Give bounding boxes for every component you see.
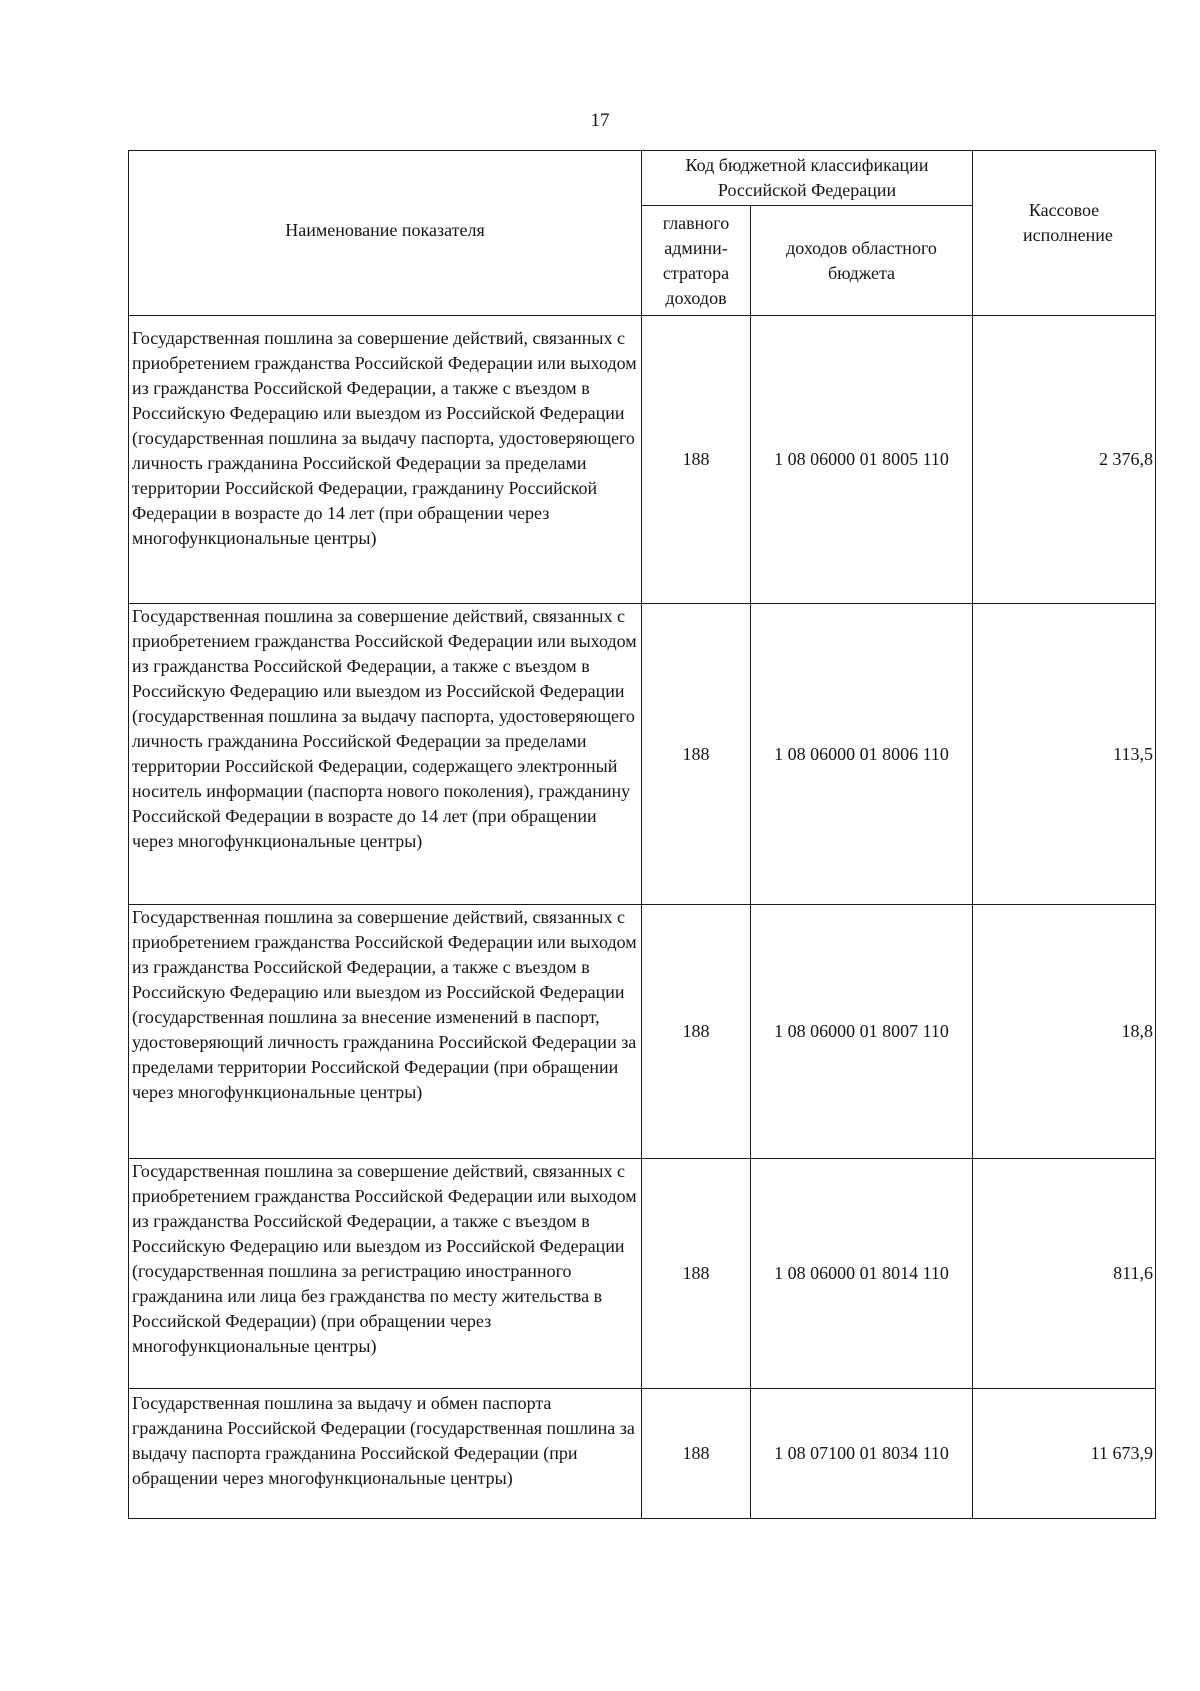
header-code-group: [642, 151, 973, 206]
indicator-name: Государственная пошлина за совершение действий, связанных с приобретением гражданства Российской Федерации или выходом из гражданства Российской Федерации, а также с въездом в Российскую Федерацию или выездом из Российской Федерации (государственная пошлина за выдачу паспорта, удостоверяющего личность гражданина Российской Федерации за пределами территории Российской Федерации, содержащего электронный носитель информации (паспорта нового поколения), гражданину Российской Федерации в возрасте до 14 лет (при обращении через многофункциональные центры): [129, 604, 642, 905]
admin-code: 188: [642, 905, 751, 1159]
table-row: [129, 1389, 1156, 1519]
table-row: [129, 905, 1156, 1159]
admin-code: 188: [642, 1159, 751, 1389]
cash-execution-amount: 811,6: [973, 1159, 1156, 1389]
table-row: [129, 1159, 1156, 1389]
header-amount-label: Кассовое исполнение: [1023, 200, 1113, 245]
budget-code: 1 08 06000 01 8006 110: [751, 604, 973, 905]
table-header: [129, 151, 1156, 316]
admin-code: 188: [642, 316, 751, 604]
cash-execution-amount: 2 376,8: [973, 316, 1156, 604]
cash-execution-amount: 18,8: [973, 905, 1156, 1159]
header-admin-label: главного админи-стратора доходов: [662, 212, 730, 308]
budget-code: 1 08 06000 01 8014 110: [751, 1159, 973, 1389]
cash-execution-amount: 11 673,9: [973, 1389, 1156, 1519]
admin-code: 188: [642, 604, 751, 905]
header-budget-column: [751, 206, 973, 316]
budget-code: 1 08 07100 01 8034 110: [751, 1389, 973, 1519]
admin-code: 188: [642, 1389, 751, 1519]
header-name-label: Наименование показателя: [285, 219, 485, 240]
indicator-name: Государственная пошлина за совершение действий, связанных с приобретением гражданства Российской Федерации или выходом из гражданства Российской Федерации, а также с въездом в Российскую Федерацию или выездом из Российской Федерации (государственная пошлина за внесение изменений в паспорт, удостоверяющий личность гражданина Российской Федерации за пределами территории Российской Федерации (при обращении через многофункциональные центры): [129, 905, 642, 1159]
header-code-group-label: Код бюджетной классификации Российской Федерации: [685, 155, 929, 200]
header-amount-column: [973, 151, 1156, 316]
header-name-column: [129, 151, 642, 316]
cash-execution-amount: 113,5: [973, 604, 1156, 905]
table-body: [129, 316, 1156, 1519]
header-budget-label: доходов областного бюджета: [786, 237, 937, 283]
table-row: [129, 604, 1156, 905]
budget-code: 1 08 06000 01 8005 110: [751, 316, 973, 604]
indicator-name: Государственная пошлина за выдачу и обмен паспорта гражданина Российской Федерации (государственная пошлина за выдачу паспорта гражданина Российской Федерации (при обращении через многофункциональные центры): [129, 1389, 642, 1519]
indicator-name: Государственная пошлина за совершение действий, связанных с приобретением гражданства Российской Федерации или выходом из гражданства Российской Федерации, а также с въездом в Российскую Федерацию или выездом из Российской Федерации (государственная пошлина за выдачу паспорта, удостоверяющего личность гражданина Российской Федерации за пределами территории Российской Федерации, гражданину Российской Федерации в возрасте до 14 лет (при обращении через многофункциональные центры): [129, 316, 642, 604]
revenue-table: [128, 150, 1156, 1519]
indicator-name: Государственная пошлина за совершение действий, связанных с приобретением гражданства Российской Федерации или выходом из гражданства Российской Федерации, а также с въездом в Российскую Федерацию или выездом из Российской Федерации (государственная пошлина за регистрацию иностранного гражданина или лица без гражданства по месту жительства в Российской Федерации) (при обращении через многофункциональные центры): [129, 1159, 642, 1389]
page-number: 17: [590, 110, 610, 131]
table-row: [129, 316, 1156, 604]
header-admin-column: [642, 206, 751, 316]
budget-code: 1 08 06000 01 8007 110: [751, 905, 973, 1159]
